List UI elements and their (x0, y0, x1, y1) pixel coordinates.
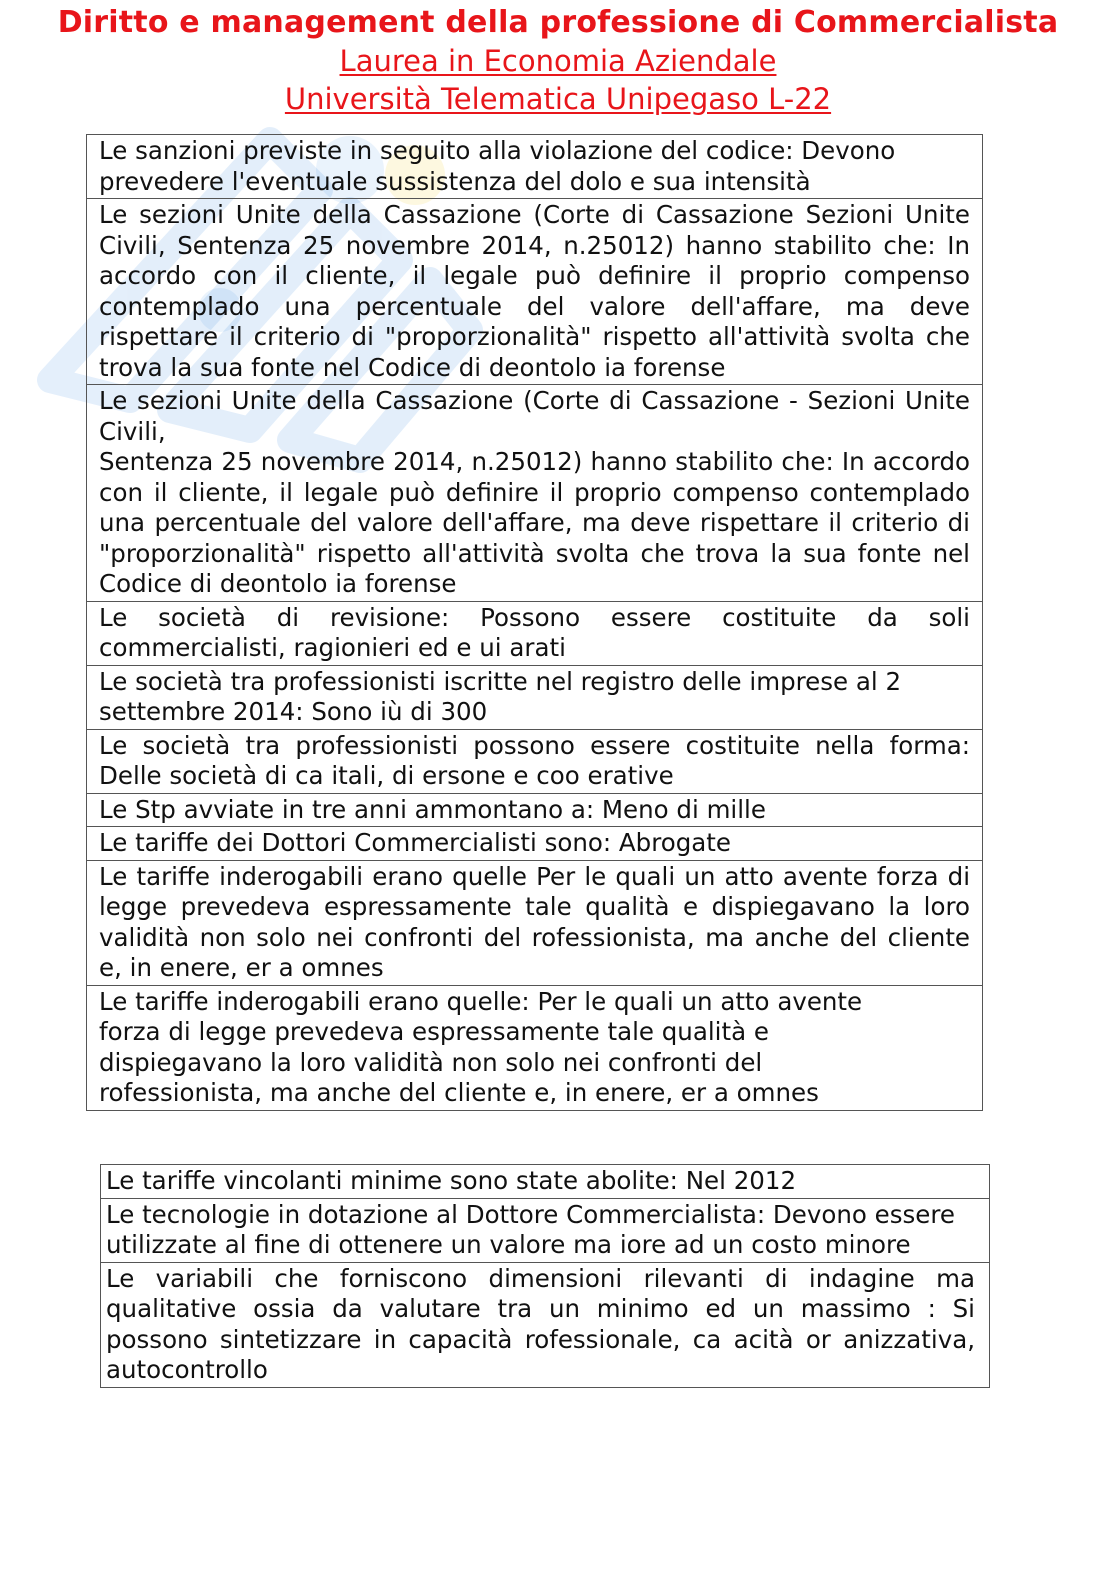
table-cell: Le società tra professionisti possono essere costituite nella forma: Delle società di ca itali, di ersone e coo erative (87, 729, 983, 793)
table-cell: Le tariffe inderogabili erano quelle Per le quali un atto avente forza di legge prevedeva espressamente tale qualità e dispiegavano la loro validità non solo nei confronti del rofessionista, ma anche del cliente e, in enere, er a omnes (87, 860, 983, 985)
page-header (0, 4, 1116, 118)
table-row (87, 985, 983, 1110)
table-cell: Le variabili che forniscono dimensioni rilevanti di indagine ma qualitative ossia da valutare tra un minimo ed un massimo : Si possono sintetizzare in capacità rofessionale, ca acità or anizzativa, autocontrollo (101, 1262, 990, 1387)
table-cell: Le sezioni Unite della Cassazione (Corte di Cassazione Sezioni Unite Civili, Sentenza 25 novembre 2014, n.25012) hanno stabilito che: In accordo con il cliente, il legale può definire il proprio compenso contemplado una percentuale del valore dell'affare, ma deve rispettare il criterio di "proporzionalità" rispetto all'attività svolta che trova la sua fonte nel Codice di deontolo ia forense (87, 199, 983, 385)
cell-line: Sentenza 25 novembre 2014, n.25012) hanno stabilito che: In accordo con il cliente, il legale può definire il proprio compenso contemplado una percentuale del valore dell'affare, ma deve rispettare il criterio di "proporzionalità" rispetto all'attività svolta che trova la sua fonte nel Codice di deontolo ia forense (99, 447, 970, 598)
table-row (101, 1262, 990, 1387)
cell-line: rofessionista, ma anche del cliente e, in enere, er a omnes (99, 1078, 819, 1107)
qa-table-2 (100, 1164, 990, 1388)
table-row (87, 135, 983, 199)
table-cell: Le sanzioni previste in seguito alla violazione del codice: Devono prevedere l'eventuale sussistenza del dolo e sua intensità (87, 135, 983, 199)
table-row (87, 601, 983, 665)
cell-line: Le tariffe inderogabili erano quelle: Per le quali un atto avente (99, 986, 863, 1016)
table-row (87, 665, 983, 729)
table-row (87, 729, 983, 793)
cell-line: dispiegavano la loro validità non solo nei confronti del (99, 1047, 763, 1077)
table-cell: Le Stp avviate in tre anni ammontano a: Meno di mille (87, 793, 983, 827)
table-cell: Le tariffe dei Dottori Commercialisti sono: Abrogate (87, 827, 983, 861)
table-cell: Le tecnologie in dotazione al Dottore Commercialista: Devono essere utilizzate al fine di ottenere un valore ma iore ad un costo minore (101, 1198, 990, 1262)
table-cell: Le società di revisione: Possono essere costituite da soli commercialisti, ragionieri ed e ui arati (87, 601, 983, 665)
table-row (101, 1198, 990, 1262)
qa-table-1 (86, 134, 983, 1111)
cell-line: Le sezioni Unite della Cassazione (Corte di Cassazione - Sezioni Unite Civili, (99, 386, 970, 446)
cell-line: forza di legge prevedeva espressamente tale qualità e (99, 1017, 769, 1046)
table-row (87, 793, 983, 827)
table-row (87, 827, 983, 861)
course-subtitle: Laurea in Economia Aziendale (339, 44, 777, 78)
table-row (101, 1165, 990, 1199)
table-cell (87, 985, 983, 1110)
table-row (87, 199, 983, 385)
page-title: Diritto e management della professione di Commercialista (57, 5, 1059, 40)
table-cell: Le tariffe vincolanti minime sono state abolite: Nel 2012 (101, 1165, 990, 1199)
table-cell (87, 385, 983, 602)
university-subtitle: Università Telematica Unipegaso L-22 (284, 82, 832, 116)
table-row (87, 860, 983, 985)
table-cell: Le società tra professionisti iscritte nel registro delle imprese al 2 settembre 2014: Sono iù di 300 (87, 665, 983, 729)
table-row (87, 385, 983, 602)
